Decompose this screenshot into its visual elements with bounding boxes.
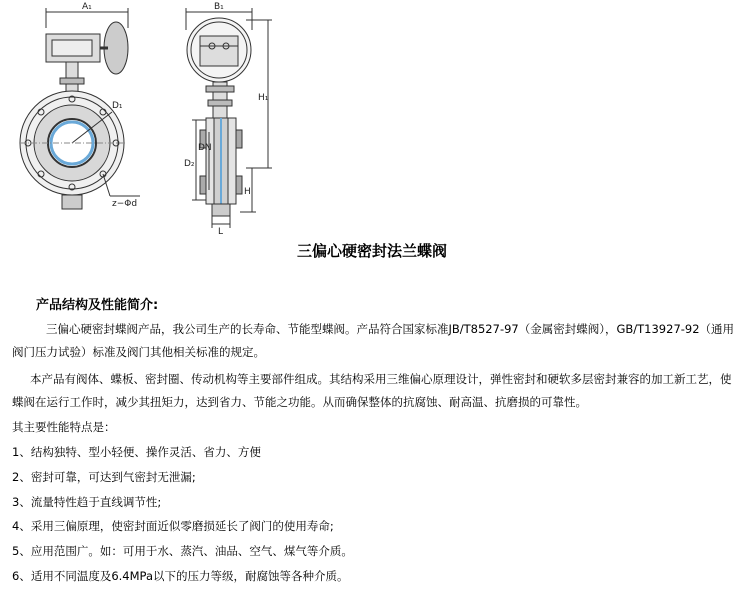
feature-item: 2、密封可靠，可达到气密封无泄漏; — [12, 470, 196, 484]
dim-label-h: H — [244, 187, 251, 197]
dim-label-a1: A₁ — [82, 2, 92, 12]
feature-item: 5、应用范围广。如：可用于水、蒸汽、油品、空气、煤气等介质。 — [12, 544, 353, 558]
features-intro: 其主要性能特点是： — [12, 420, 116, 434]
product-title: 三偏心硬密封法兰蝶阀 — [296, 242, 447, 260]
dim-label-d1: D₁ — [112, 101, 123, 111]
section-heading: 产品结构及性能简介: — [36, 298, 159, 313]
dim-label-h1: H₁ — [258, 93, 269, 103]
dim-label-l: L — [218, 227, 224, 235]
feature-item: 6、适用不同温度及6.4MPa以下的压力等级，耐腐蚀等各种介质。 — [12, 569, 349, 583]
dim-label-d2: D₂ — [184, 159, 195, 169]
intro-paragraph: 三偏心硬密封蝶阀产品，我公司生产的长寿命、节能型蝶阀。产品符合国家标准JB/T8527-97（金属密封蝶阀），GB/T13927-92（通用阀门压力试验）标准及阀门其他相关标准的规定。 — [12, 322, 735, 359]
feature-item: 3、流量特性趋于直线调节性; — [12, 495, 162, 509]
dim-label-dn: DN — [198, 143, 212, 153]
dim-label-b1: B₁ — [214, 2, 224, 12]
dim-label-zd: z−Φd — [112, 199, 138, 209]
structure-paragraph: 本产品有阀体、蝶板、密封圈、传动机构等主要部件组成。其结构采用三维偏心原理设计，弹性密封和硬软多层密封兼容的加工新工艺，使蝶阀在运行工作时，减少其扭矩力，达到省力、节能之功能。从而确保整体的抗腐蚀、耐高温、抗磨损的可靠性。 — [12, 372, 732, 409]
feature-item: 1、结构独特、型小轻便、操作灵活、省力、方便 — [12, 445, 261, 459]
feature-item: 4、采用三偏原理，使密封面近似零磨损延长了阀门的使用寿命; — [12, 519, 334, 533]
valve-technical-drawing — [0, 0, 744, 235]
